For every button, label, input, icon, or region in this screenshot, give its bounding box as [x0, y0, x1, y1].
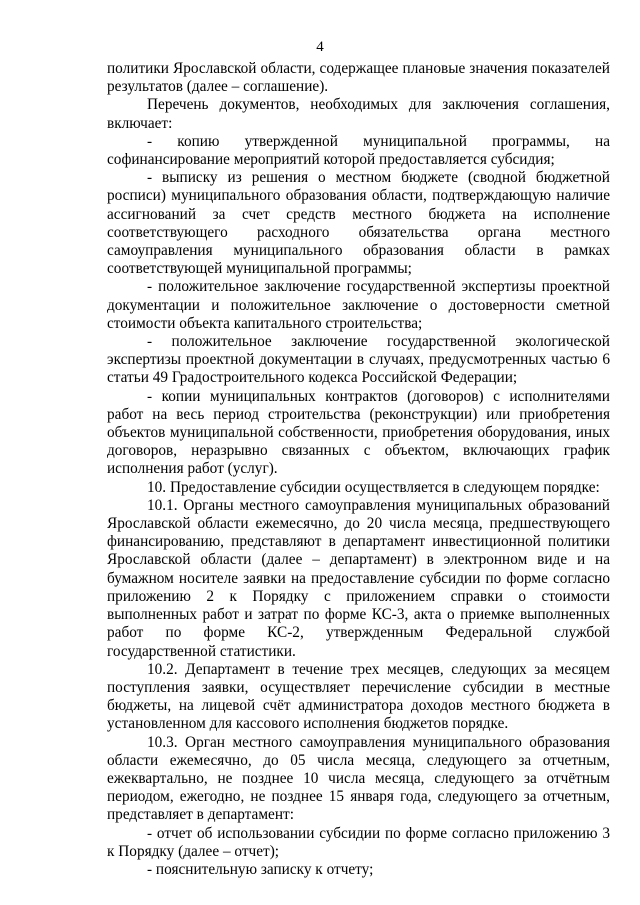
list-item-state-expertise: - положительное заключение государственной экспертизы проектной документации и положительное заключение о достоверности сметной стоимости объекта капитального строительства; — [107, 278, 610, 332]
paragraph-section-10-2: 10.2. Департамент в течение трех месяцев, следующих за месяцем поступления заявки, осуществляет перечисление субсидии в местные бюджеты, на лицевой счёт администратора доходов местного бюджета в установленном для кассового исполнения бюджетов порядке. — [107, 660, 610, 733]
paragraph-document-list-intro: Перечень документов, необходимых для заключения соглашения, включает: — [107, 96, 610, 132]
paragraph-section-10-1: 10.1. Органы местного самоуправления муниципальных образований Ярославской области ежемесячно, до 20 числа месяца, предшествующего финансированию, представляют в департамент инвестиционной политики Ярославской области (далее – департамент) в электронном виде и на бумажном носителе заявки на предоставление субсидии по форме согласно приложению 2 к Порядку с приложением справки о стоимости выполненных работ и затрат по форме КС-3, акта о приемке выполненных работ по форме КС-2, утвержденным Федеральной службой государственной статистики. — [107, 496, 610, 660]
page-number: 4 — [316, 39, 324, 55]
paragraph-section-10: 10. Предоставление субсидии осуществляется в следующем порядке: — [147, 478, 600, 496]
paragraph-continuation: политики Ярославской области, содержащее плановые значения показателей результатов (далее – соглашение). — [107, 60, 610, 96]
list-item-usage-report: - отчет об использовании субсидии по форме согласно приложению 3 к Порядку (далее – отчет); — [107, 824, 610, 860]
list-item-ecological-expertise: - положительное заключение государственной экологической экспертизы проектной документации в случаях, предусмотренных частью 6 статьи 49 Градостроительного кодекса Российской Федерации; — [107, 333, 610, 387]
list-item-explanatory-note: - пояснительную записку к отчету; — [147, 860, 374, 878]
list-item-program-copy: - копию утвержденной муниципальной программы, на софинансирование мероприятий которой предоставляется субсидия; — [107, 132, 610, 169]
document-body — [107, 60, 610, 879]
paragraph-section-10-3: 10.3. Орган местного самоуправления муниципального образования области ежемесячно, до 05 числа месяца, следующего за отчетным, ежеквартально, не позднее 10 числа месяца, следующего за отчётным периодом, ежегодно, не позднее 15 января года, следующего за отчетным, представляет в департамент: — [107, 733, 610, 824]
list-item-contracts: - копии муниципальных контрактов (договоров) с исполнителями работ на весь период строительства (реконструкции) или приобретения объектов муниципальной собственности, приобретения оборудования, иных договоров, неразрывно связанных с объектом, включающих график исполнения работ (услуг). — [107, 387, 610, 478]
list-item-budget-extract: - выписку из решения о местном бюджете (сводной бюджетной росписи) муниципального образования области, подтверждающую наличие ассигнований за счет средств местного бюджета на исполнение соответствующего расходного обязательства органа местного самоуправления муниципального образования области в рамках соответствующей муниципальной программы; — [107, 169, 610, 278]
